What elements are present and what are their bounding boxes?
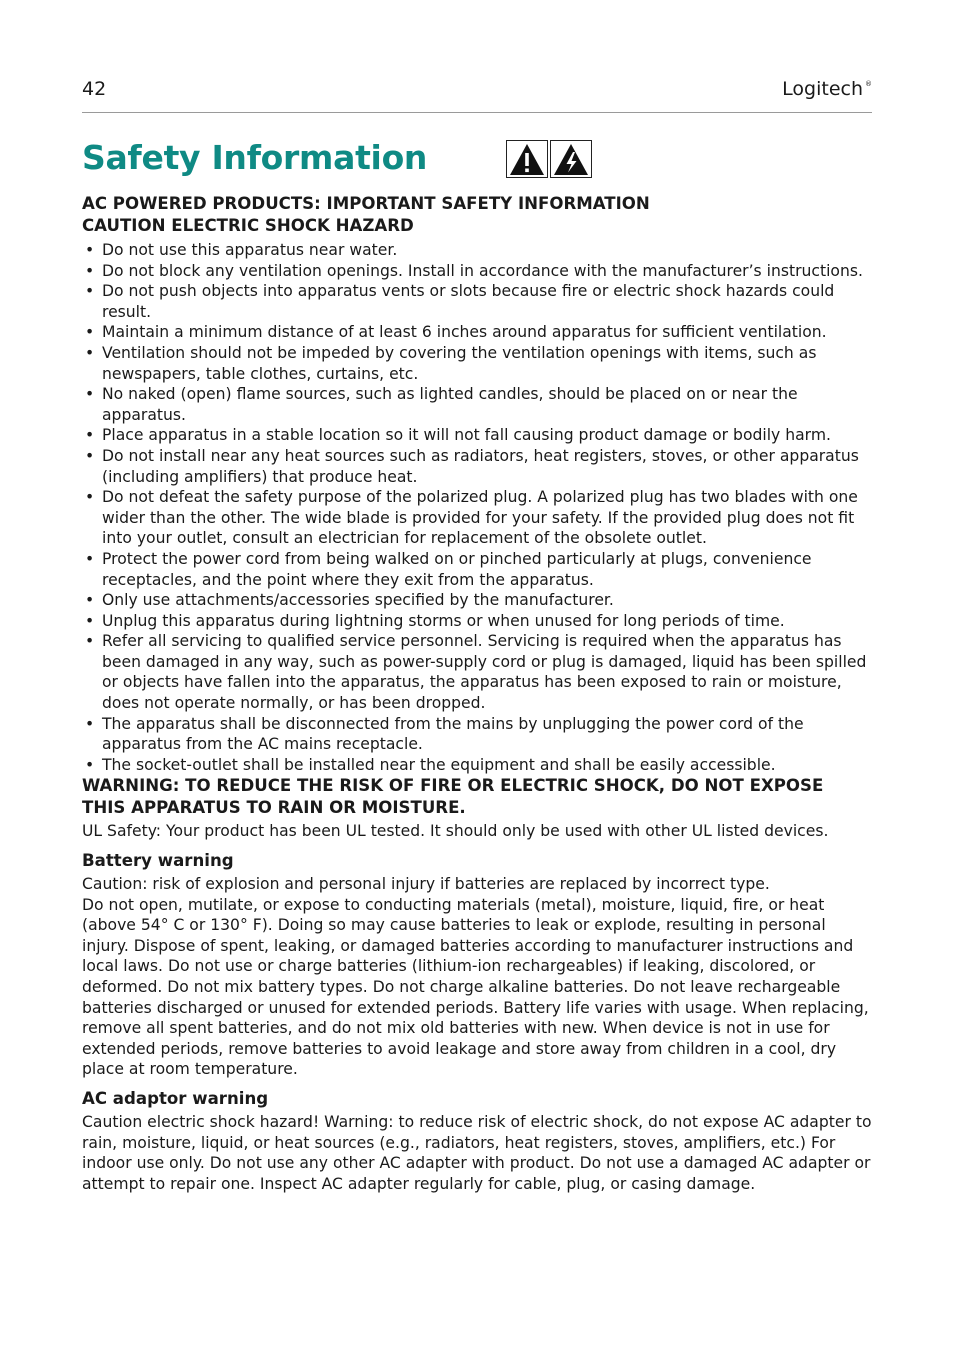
registered-mark: ® [865, 80, 872, 88]
list-item: • No naked (open) flame sources, such as lighted candles, should be placed on or near the apparatus. [82, 384, 872, 425]
warning-icons [506, 140, 592, 178]
battery-caution-line: Caution: risk of explosion and personal injury if batteries are replaced by incorrect type. [82, 875, 770, 894]
list-item: • The apparatus shall be disconnected from the mains by unplugging the power cord of the apparatus from the AC mains receptacle. [82, 714, 872, 755]
list-item: • Do not defeat the safety purpose of the polarized plug. A polarized plug has two blades with one wider than the other. The wide blade is provided for your safety. If the provided plug does not fit into your outlet, consult an electrician for replacement of the obsolete outlet. [82, 487, 872, 549]
content [82, 193, 872, 1194]
list-item: • Unplug this apparatus during lightning storms or when unused for long periods of time. [82, 611, 872, 632]
list-item: • Refer all servicing to qualified service personnel. Servicing is required when the apparatus has been damaged in any way, such as power-supply cord or plug is damaged, liquid has been spilled or objects have fallen into the apparatus, the apparatus has been exposed to rain or moisture, does not operate normally, or has been dropped. [82, 631, 872, 713]
section-heading [82, 193, 872, 237]
brand-name [782, 78, 872, 100]
ac-adaptor-warning-heading: AC adaptor warning [82, 1088, 269, 1108]
exclamation-warning-icon [506, 140, 548, 178]
list-item: • Do not use this apparatus near water. [82, 240, 872, 261]
list-item: • Do not block any ventilation openings. Install in accordance with the manufacturer’s instructions. [82, 261, 872, 282]
list-item: • Do not install near any heat sources such as radiators, heat registers, stoves, or other apparatus (including amplifiers) that produce heat. [82, 446, 872, 487]
battery-warning-text [82, 874, 872, 1080]
ul-safety-text: UL Safety: Your product has been UL tested. It should only be used with other UL listed devices. [82, 822, 829, 841]
ac-adaptor-warning-text: Caution electric shock hazard! Warning: to reduce risk of electric shock, do not expose AC adapter to rain, moisture, liquid, or heat sources (e.g., radiators, heat registers, stoves, amplifiers, etc.) For indoor use only. Do not use any other AC adapter with product. Do not use a damaged AC adapter or attempt to repair one. Inspect AC adapter regularly for cable, plug, or casing damage. [82, 1112, 872, 1193]
electric-shock-warning-icon [550, 140, 592, 178]
brand-text: Logitech [782, 78, 863, 100]
list-item: • The socket-outlet shall be installed near the equipment and shall be easily accessible. [82, 755, 872, 776]
page-number: 42 [82, 78, 107, 100]
list-item: • Ventilation should not be impeded by covering the ventilation openings with items, such as newspapers, table clothes, curtains, etc. [82, 343, 872, 384]
section-heading-line-1: AC POWERED PRODUCTS: IMPORTANT SAFETY INFORMATION [82, 194, 650, 213]
page-title: Safety Information [82, 138, 428, 177]
page-header [82, 78, 872, 113]
warning-heading: WARNING: TO REDUCE THE RISK OF FIRE OR ELECTRIC SHOCK, DO NOT EXPOSE THIS APPARATUS TO RAIN OR MOISTURE. [82, 776, 824, 818]
battery-warning-heading: Battery warning [82, 851, 234, 871]
list-item: • Do not push objects into apparatus vents or slots because fire or electric shock hazards could result. [82, 281, 872, 322]
section-heading-line-2: CAUTION ELECTRIC SHOCK HAZARD [82, 216, 414, 235]
list-item: • Place apparatus in a stable location so it will not fall causing product damage or bodily harm. [82, 425, 872, 446]
list-item: • Maintain a minimum distance of at least 6 inches around apparatus for sufficient ventilation. [82, 322, 872, 343]
title-row [82, 138, 872, 182]
list-item: • Only use attachments/accessories specified by the manufacturer. [82, 590, 872, 611]
battery-warning-body: Do not open, mutilate, or expose to conducting materials (metal), moisture, liquid, fire, or heat (above 54° C or 130° F). Doing so may cause batteries to leak or explode, resulting in personal injury. Dispose of spent, leaking, or damaged batteries according to manufacturer instructions and local laws. Do not use or charge batteries (lithium-ion rechargeables) if leaking, discolored, or deformed. Do not mix battery types. Do not charge alkaline batteries. Do not leave rechargeable batteries discharged or unused for extended periods. Battery life varies with usage. When replacing, remove all spent batteries, and do not mix old batteries with new. When device is not in use for extended periods, remove batteries to avoid leakage and store away from children in a cool, dry place at room temperature. [82, 895, 869, 1079]
safety-bullet-list [82, 240, 872, 775]
list-item: • Protect the power cord from being walked on or pinched particularly at plugs, convenience receptacles, and the point where they exit from the apparatus. [82, 549, 872, 590]
